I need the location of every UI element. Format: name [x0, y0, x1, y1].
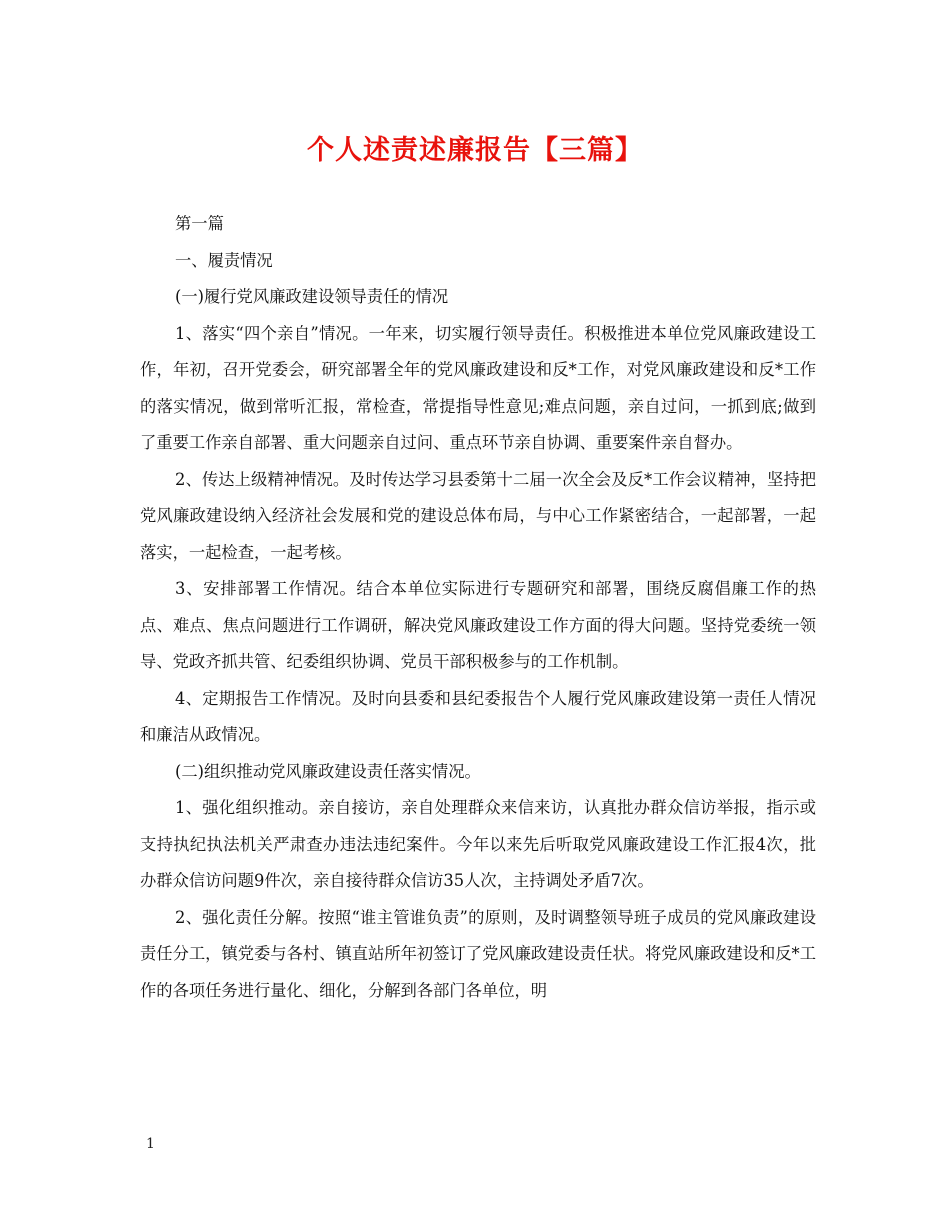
- subsection-heading: (一)履行党风廉政建设领导责任的情况: [175, 287, 449, 306]
- section-heading: 一、履责情况: [175, 250, 273, 270]
- paragraph: 1、落实“四个亲自”情况。一年来，切实履行领导责任。积极推进本单位党风廉政建设工作，年初，召开党委会，研究部署全年的党风廉政建设和反*工作，对党风廉政建设和反*工作的落实情况，做到常听汇报，常检查，常提指导性意见;难点问题，亲自过问，一抓到底;做到了重要工作亲自部署、重大问题亲自过问、重点环节亲自协调、重要案件亲自督办。: [140, 323, 816, 452]
- paragraph: 2、传达上级精神情况。及时传达学习县委第十二届一次全会及反*工作会议精神，坚持把党风廉政建设纳入经济社会发展和党的建设总体布局，与中心工作紧密结合，一起部署，一起落实，一起检查，一起考核。: [140, 469, 816, 562]
- document-title: 个人述责述廉报告【三篇】: [307, 135, 643, 166]
- subsection-heading: (二)组织推动党风廉政建设责任落实情况。: [175, 761, 481, 781]
- paragraph: 4、定期报告工作情况。及时向县委和县纪委报告个人履行党风廉政建设第一责任人情况和廉洁从政情况。: [140, 688, 816, 744]
- paragraph: 1、强化组织推动。亲自接访，亲自处理群众来信来访，认真批办群众信访举报，指示或支持执纪执法机关严肃查办违法违纪案件。今年以来先后听取党风廉政建设工作汇报4次，批办群众信访问题9件次，亲自接待群众信访35人次，主持调处矛盾7次。: [140, 798, 816, 890]
- paragraph: 3、安排部署工作情况。结合本单位实际进行专题研究和部署，围绕反腐倡廉工作的热点、难点、焦点问题进行工作调研，解决党风廉政建设工作方面的得大问题。坚持党委统一领导、党政齐抓共管、纪委组织协调、党员干部积极参与的工作机制。: [140, 579, 816, 671]
- page-number: 1: [146, 1136, 155, 1152]
- document-body: [140, 206, 816, 1009]
- section-heading: 第一篇: [175, 214, 224, 233]
- paragraph: 2、强化责任分解。按照“谁主管谁负责”的原则，及时调整领导班子成员的党风廉政建设责任分工，镇党委与各村、镇直站所年初签订了党风廉政建设责任状。将党风廉政建设和反*工作的各项任务进行量化、细化，分解到各部门各单位，明: [140, 907, 816, 1000]
